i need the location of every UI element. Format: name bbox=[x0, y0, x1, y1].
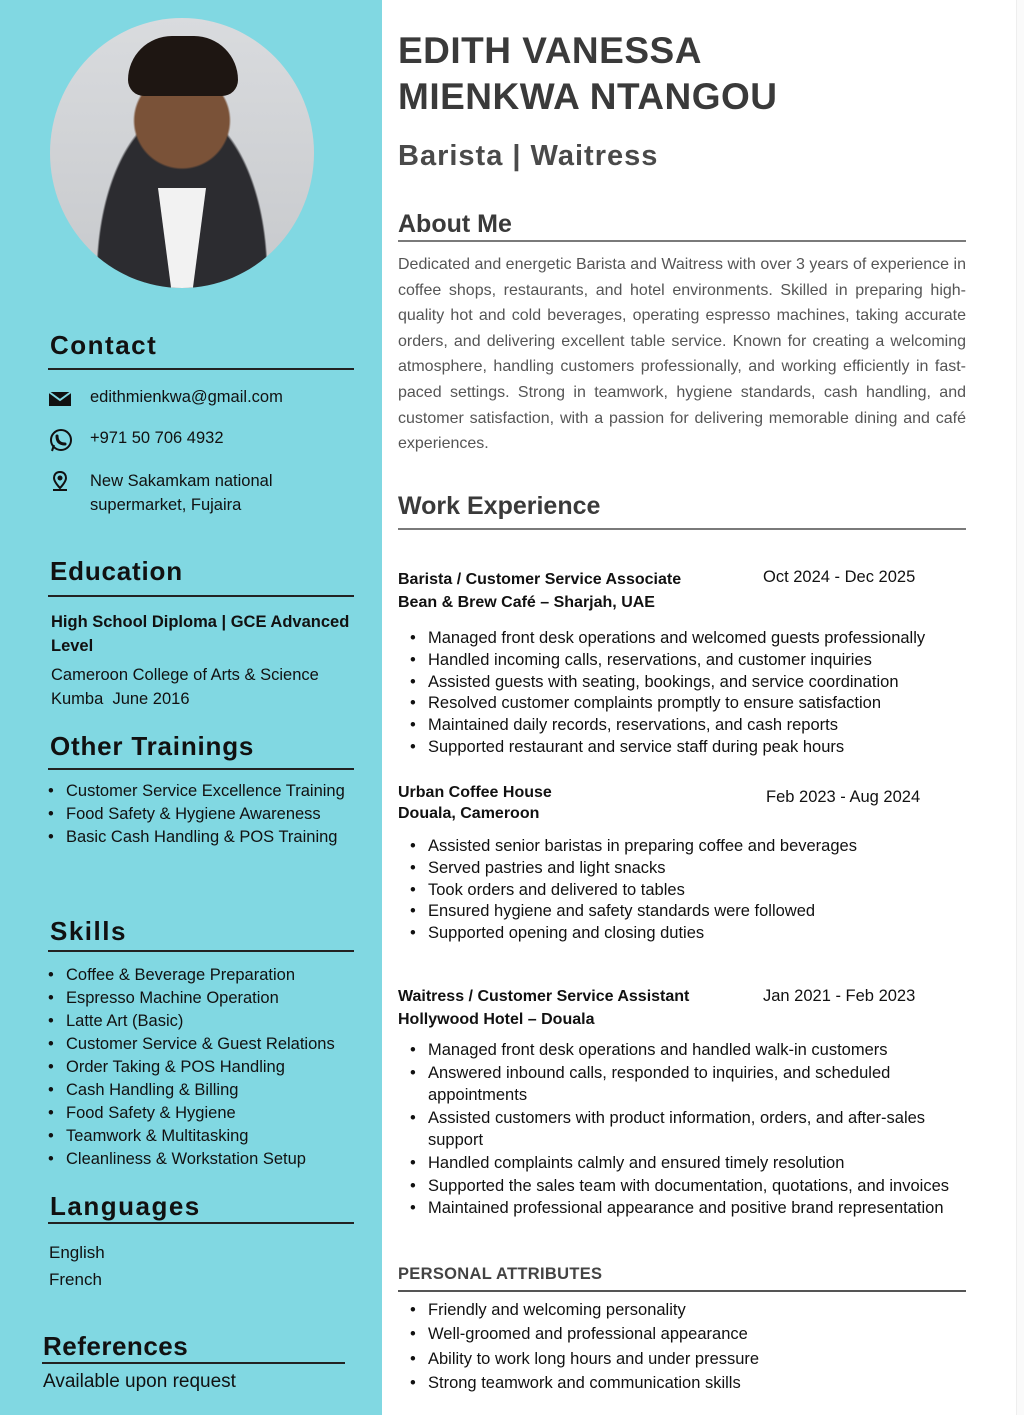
job-dates: Oct 2024 - Dec 2025 bbox=[763, 568, 916, 586]
job-bullets bbox=[410, 628, 990, 759]
contact-address: New Sakamkam national supermarket, Fujaira bbox=[90, 472, 273, 514]
list-item: • Latte Art (Basic) bbox=[48, 1010, 368, 1033]
language-item: English bbox=[49, 1243, 105, 1262]
job-title: Urban Coffee House bbox=[398, 784, 552, 801]
page-edge bbox=[1016, 0, 1024, 1415]
profile-photo bbox=[50, 18, 314, 288]
list-item: • Handled incoming calls, reservations, and customer inquiries bbox=[410, 650, 990, 672]
attributes-title: PERSONAL ATTRIBUTES bbox=[398, 1265, 603, 1283]
list-item: • Ensured hygiene and safety standards were followed bbox=[410, 901, 990, 923]
education-school: Cameroon College of Arts & Science bbox=[51, 666, 319, 684]
contact-phone[interactable]: +971 50 706 4932 bbox=[90, 429, 224, 447]
job-dates: Feb 2023 - Aug 2024 bbox=[766, 788, 921, 806]
contact-email[interactable]: edithmienkwa@gmail.com bbox=[90, 388, 283, 406]
whatsapp-icon bbox=[48, 429, 74, 451]
skills-divider bbox=[48, 950, 354, 952]
references-text: Available upon request bbox=[43, 1371, 236, 1392]
job-company: Bean & Brew Café – Sharjah, UAE bbox=[398, 594, 655, 611]
list-item: • Maintained professional appearance and positive brand representation bbox=[410, 1197, 990, 1220]
trainings-title: Other Trainings bbox=[50, 731, 255, 761]
list-item: • Well-groomed and professional appearance bbox=[410, 1322, 990, 1346]
envelope-icon bbox=[48, 388, 74, 410]
contact-divider bbox=[48, 368, 354, 370]
list-item: • Strong teamwork and communication skills bbox=[410, 1371, 990, 1395]
list-item: • Assisted guests with seating, bookings, and service coordination bbox=[410, 672, 990, 694]
list-item: • Customer Service & Guest Relations bbox=[48, 1033, 368, 1056]
education-degree: High School Diploma | GCE Advanced Level bbox=[51, 613, 350, 655]
list-item: • Food Safety & Hygiene bbox=[48, 1102, 368, 1125]
list-item: • Supported the sales team with documentation, quotations, and invoices bbox=[410, 1175, 990, 1198]
skills-title: Skills bbox=[50, 916, 127, 946]
job-dates: Jan 2021 - Feb 2023 bbox=[763, 987, 916, 1005]
list-item: • Friendly and welcoming personality bbox=[410, 1298, 990, 1322]
job-title: Barista / Customer Service Associate bbox=[398, 571, 682, 588]
list-item: • Took orders and delivered to tables bbox=[410, 880, 990, 902]
job-bullets bbox=[410, 1039, 990, 1220]
list-item: • Order Taking & POS Handling bbox=[48, 1056, 368, 1079]
contact-address-row bbox=[48, 469, 310, 517]
about-text: Dedicated and energetic Barista and Waitress with over 3 years of experience in coffee shops, restaurants, and hotel environments. Skilled in preparing high-quality hot and cold beverages, operating espresso machines, taking accurate orders, and delivering excellent table service. Known for creating a welcoming atmosphere, handling customers professionally, and working efficiently in fast-paced settings. Strong in teamwork, hygiene standards, cash handling, and customer satisfaction, with a passion for delivering memorable dining and café experiences. bbox=[398, 256, 966, 453]
experience-title: Work Experience bbox=[398, 492, 601, 520]
job-bullets bbox=[410, 836, 990, 945]
list-item: • Supported opening and closing duties bbox=[410, 923, 990, 945]
list-item: • Resolved customer complaints promptly to ensure satisfaction bbox=[410, 693, 990, 715]
attributes-divider bbox=[398, 1290, 966, 1292]
education-divider bbox=[48, 595, 354, 597]
list-item: • Food Safety & Hygiene Awareness bbox=[48, 803, 358, 826]
list-item: • Assisted senior baristas in preparing coffee and beverages bbox=[410, 836, 990, 858]
language-item: French bbox=[49, 1270, 102, 1289]
candidate-name: EDITH VANESSA MIENKWA NTANGOU bbox=[398, 30, 778, 117]
location-pin-icon bbox=[48, 469, 74, 491]
education-location-date: Kumba June 2016 bbox=[51, 690, 190, 708]
job-company: Douala, Cameroon bbox=[398, 805, 540, 822]
skills-list bbox=[48, 964, 368, 1171]
list-item: • Teamwork & Multitasking bbox=[48, 1125, 368, 1148]
languages-title: Languages bbox=[50, 1191, 201, 1221]
trainings-list bbox=[48, 780, 358, 849]
list-item: • Espresso Machine Operation bbox=[48, 987, 368, 1010]
list-item: • Maintained daily records, reservations, and cash reports bbox=[410, 715, 990, 737]
list-item: • Managed front desk operations and handled walk-in customers bbox=[410, 1039, 990, 1062]
references-divider bbox=[42, 1362, 345, 1364]
job-company: Hollywood Hotel – Douala bbox=[398, 1011, 595, 1028]
contact-title: Contact bbox=[50, 330, 158, 360]
list-item: • Ability to work long hours and under pressure bbox=[410, 1347, 990, 1371]
about-title: About Me bbox=[398, 210, 512, 238]
trainings-divider bbox=[48, 768, 354, 770]
job-title: Waitress / Customer Service Assistant bbox=[398, 988, 690, 1005]
list-item: • Cleanliness & Workstation Setup bbox=[48, 1148, 368, 1171]
references-title: References bbox=[43, 1331, 189, 1361]
about-divider bbox=[398, 240, 966, 242]
list-item: • Assisted customers with product information, orders, and after-sales support bbox=[410, 1107, 980, 1152]
list-item: • Answered inbound calls, responded to inquiries, and scheduled appointments bbox=[410, 1062, 950, 1107]
list-item: • Managed front desk operations and welcomed guests professionally bbox=[410, 628, 990, 650]
candidate-role: Barista | Waitress bbox=[398, 140, 659, 172]
languages-divider bbox=[48, 1222, 354, 1224]
list-item: • Cash Handling & Billing bbox=[48, 1079, 368, 1102]
contact-phone-row bbox=[48, 429, 224, 451]
list-item: • Coffee & Beverage Preparation bbox=[48, 964, 368, 987]
list-item: • Supported restaurant and service staff during peak hours bbox=[410, 737, 990, 759]
list-item: • Customer Service Excellence Training bbox=[48, 780, 358, 803]
education-title: Education bbox=[50, 556, 183, 586]
contact-email-row bbox=[48, 388, 283, 410]
experience-divider bbox=[398, 528, 966, 530]
list-item: • Basic Cash Handling & POS Training bbox=[48, 826, 358, 849]
list-item: • Handled complaints calmly and ensured timely resolution bbox=[410, 1152, 990, 1175]
list-item: • Served pastries and light snacks bbox=[410, 858, 990, 880]
attributes-list bbox=[410, 1298, 990, 1395]
